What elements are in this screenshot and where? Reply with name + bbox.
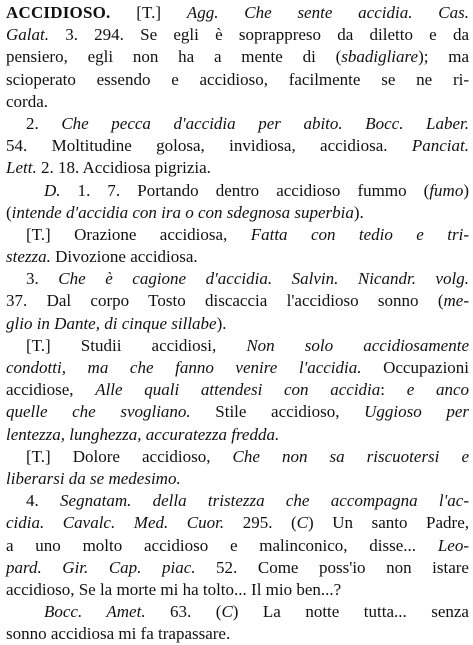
entry-line (6, 202, 469, 224)
body-text: ) (463, 180, 469, 200)
italic-text: e anco (406, 380, 469, 400)
body-text: 295. ( (224, 513, 297, 533)
body-text: 54. Moltitudine golosa, invidiosa, accidiosa. (6, 136, 412, 156)
body-text: ( (6, 202, 12, 222)
entry-line (6, 490, 469, 512)
italic-text: Che pecca d'accidia per abito. Bocc. Laber. (61, 113, 470, 133)
headword: ACCIDIOSO. (6, 3, 111, 22)
entry-line (6, 290, 469, 312)
entry-line (6, 446, 469, 468)
italic-text: lentezza, lunghezza, accuratezza fredda. (6, 424, 280, 444)
entry-line (6, 313, 469, 335)
body-text: [T.] (110, 3, 187, 22)
entry-line (6, 623, 469, 645)
entry-line (6, 557, 469, 579)
italic-text: condotti, ma che fanno venire l'accidia. (6, 358, 362, 377)
body-text: a uno molto accidioso e malinconico, disse... (6, 535, 438, 555)
italic-text: sbadigliare (341, 47, 419, 67)
italic-text: Agg. Che sente accidia. Cas. (186, 3, 469, 22)
italic-text: glio in Dante, di cinque sillabe (6, 313, 217, 333)
italic-text: me- (443, 291, 469, 311)
entry-line (6, 379, 469, 401)
italic-text: Uggioso per (364, 402, 469, 422)
body-text: accidioso, Se la morte mi ha tolto... Il mio ben...? (6, 579, 342, 599)
entry-line (6, 135, 469, 157)
body-text: 3. (26, 269, 59, 289)
body-text: 63. ( (145, 602, 222, 622)
body-text: [T.] Studii accidiosi, (26, 335, 247, 355)
entry-line (6, 2, 469, 24)
italic-text: Fatta con tedio e tri- (250, 224, 469, 244)
italic-text: cidia. Cavalc. Med. Cuor. (6, 513, 225, 533)
entry-line (6, 180, 469, 202)
entry-line (6, 424, 469, 446)
entry-line (6, 113, 469, 135)
italic-text: pard. Gir. Cap. piac. (6, 557, 196, 577)
entry-line (6, 601, 469, 623)
entry-line (6, 357, 469, 379)
body-text: pensiero, egli non ha a mente di ( (6, 47, 342, 67)
body-text: ). (216, 313, 227, 333)
italic-text: Panciat. (411, 136, 469, 156)
italic-text: Alle quali attendesi con accidia (95, 380, 381, 400)
italic-text: stezza. (6, 247, 51, 267)
body-text: corda. (6, 91, 49, 111)
body-text: accidiose, (6, 380, 96, 400)
body-text: 2. 18. Accidiosa pigrizia. (36, 158, 211, 178)
italic-text: Lett. (6, 158, 37, 178)
body-text: scioperato essendo e accidioso, facilmente se ne ri- (6, 69, 469, 89)
entry-line (6, 468, 469, 490)
body-text: Occupazioni (361, 358, 470, 377)
body-text: 37. Dal corpo Tosto discaccia l'accidioso sonno ( (6, 291, 444, 311)
entry-line (6, 535, 469, 557)
entry-line (6, 224, 469, 246)
italic-text: Che è cagione d'accidia. Salvin. Nicandr. volg. (58, 269, 470, 289)
body-text: 52. Come poss'io non istare (195, 557, 469, 577)
italic-text: Segnatam. della tristezza che accompagna l'ac- (60, 491, 469, 511)
italic-text: quelle che svogliano. (6, 402, 191, 422)
italic-text: C (296, 513, 309, 533)
body-text: Divozione accidiosa. (50, 247, 198, 267)
italic-text: Bocc. Amet. (44, 602, 146, 622)
italic-text: C (221, 602, 233, 622)
italic-text: Leo- (437, 535, 469, 555)
entry-line (6, 46, 469, 68)
entry-line (6, 579, 469, 601)
italic-text: Non solo accidiosamente (246, 335, 469, 355)
entry-line (6, 157, 469, 179)
body-text: Stile accidioso, (190, 402, 365, 422)
body-text: : (380, 380, 407, 400)
entry-line (6, 69, 469, 91)
italic-text: Galat. (6, 25, 49, 45)
body-text: [T.] Orazione accidiosa, (26, 224, 251, 244)
body-text: 3. 294. Se egli è soprappreso da diletto e da (48, 25, 469, 45)
italic-text: intende d'accidia con ira o con sdegnosa superbia (11, 202, 354, 222)
entry-line (6, 246, 469, 268)
body-text: 2. (26, 113, 62, 133)
entry-line (6, 512, 469, 534)
entry-line (6, 24, 469, 46)
body-text: 4. (26, 491, 61, 511)
body-text: ) La notte tutta... senza (232, 602, 469, 622)
body-text: ). (353, 202, 364, 222)
italic-text: fumo (429, 180, 464, 200)
body-text: [T.] Dolore accidioso, (26, 446, 233, 466)
body-text: sonno accidiosa mi fa trapassare. (6, 624, 231, 644)
entry-line (6, 401, 469, 423)
body-text: 1. 7. Portando dentro accidioso fummo ( (60, 180, 430, 200)
entry-line (6, 91, 469, 113)
entry-line (6, 335, 469, 357)
italic-text: Che non sa riscuotersi e (232, 446, 469, 466)
body-text: ) Un santo Padre, (308, 513, 469, 533)
italic-text: D. (44, 180, 61, 200)
body-text: ); ma (418, 47, 469, 67)
entry-line (6, 268, 469, 290)
italic-text: liberarsi da se medesimo. (6, 468, 181, 488)
